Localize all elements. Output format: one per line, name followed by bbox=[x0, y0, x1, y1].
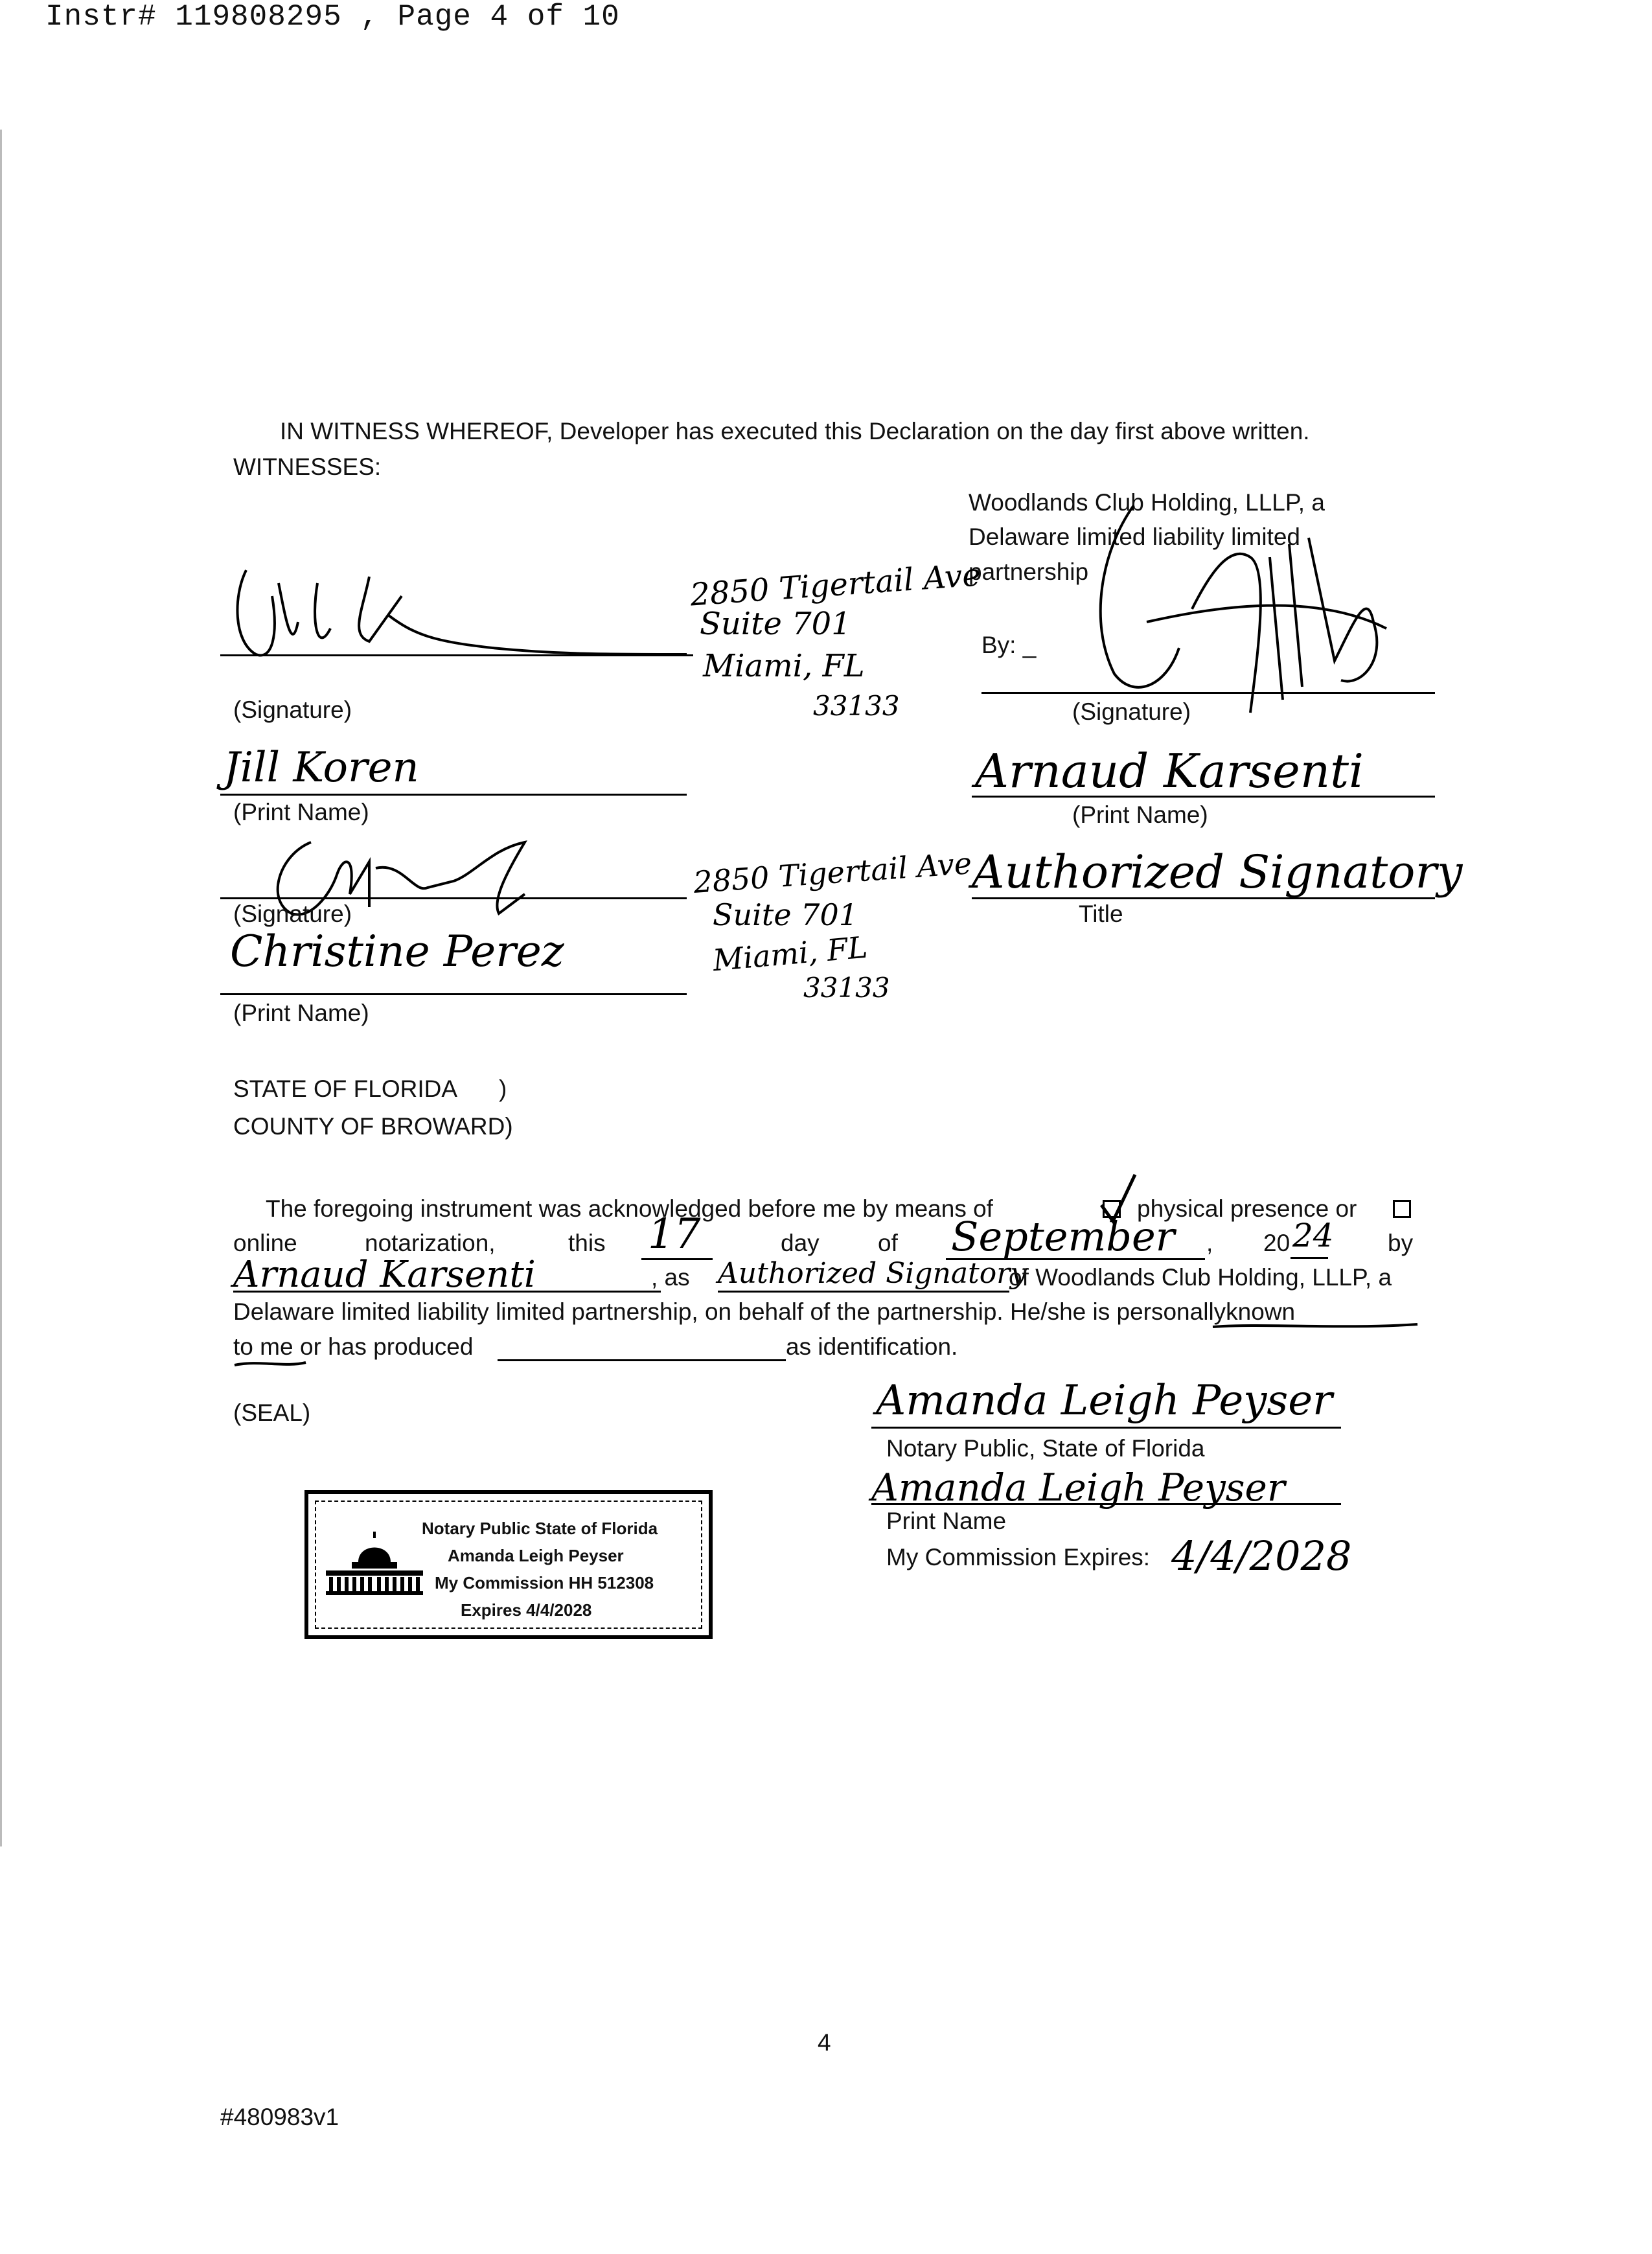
ack-comma: , bbox=[1206, 1230, 1213, 1256]
page-number: 4 bbox=[818, 2029, 831, 2056]
notary-print-name-line bbox=[871, 1503, 1341, 1505]
party-signature bbox=[1037, 492, 1399, 726]
witness1-signature-label: (Signature) bbox=[233, 696, 352, 723]
witness1-print-name-line bbox=[220, 794, 687, 796]
ack-day-line bbox=[641, 1258, 713, 1260]
witness1-address-line-3: Miami, FL bbox=[703, 648, 865, 684]
ack-day-value: 17 bbox=[648, 1210, 701, 1258]
scan-edge bbox=[0, 130, 2, 1846]
ack-as-label: , as bbox=[651, 1264, 690, 1291]
ack-line-3-tail: of Woodlands Club Holding, LLLP, a bbox=[1009, 1264, 1392, 1291]
witness1-print-name-label: (Print Name) bbox=[233, 799, 369, 825]
stamp-line-4: Expires 4/4/2028 bbox=[461, 1600, 592, 1620]
ack-identification-line bbox=[498, 1359, 786, 1361]
ack-line-5c: as identification. bbox=[786, 1333, 958, 1360]
party-signature-line bbox=[981, 692, 1435, 694]
by-label: By: _ bbox=[981, 632, 1037, 658]
ack-line-5b: or has produced bbox=[300, 1333, 474, 1360]
ack-year-value: 24 bbox=[1292, 1217, 1334, 1254]
ack-line-5a: to me bbox=[233, 1333, 293, 1360]
witness2-address-line-2: Suite 701 bbox=[713, 897, 858, 932]
witness2-signature-label: (Signature) bbox=[233, 901, 352, 927]
ack-capacity-line bbox=[718, 1291, 1009, 1293]
ack-notarization: notarization, bbox=[365, 1230, 496, 1256]
witness1-signature bbox=[220, 557, 700, 667]
ack-line-1b: physical presence or bbox=[1137, 1195, 1357, 1222]
notary-signature-line bbox=[871, 1427, 1341, 1429]
ack-name-line bbox=[233, 1291, 661, 1293]
notary-commission-label: My Commission Expires: bbox=[886, 1544, 1151, 1570]
online-notarization-checkbox[interactable] bbox=[1393, 1200, 1411, 1218]
venue-state: STATE OF FLORIDA bbox=[233, 1075, 458, 1102]
witness1-print-name: Jill Koren bbox=[224, 744, 419, 792]
witness2-address-line-3: Miami, FL bbox=[711, 929, 869, 978]
witness2-signature-line bbox=[220, 897, 687, 899]
party-title-value: Authorized Signatory bbox=[972, 845, 1463, 899]
witness2-print-name: Christine Perez bbox=[230, 926, 564, 976]
notary-print-name-label: Print Name bbox=[886, 1508, 1007, 1534]
ack-line-4: Delaware limited liability limited partnership, on behalf of the partnership. He/she is personallyknown bbox=[233, 1298, 1296, 1325]
venue-state-paren: ) bbox=[499, 1075, 507, 1102]
witness2-address-line-4: 33133 bbox=[803, 972, 890, 1004]
notary-commission-value: 4/4/2028 bbox=[1171, 1532, 1352, 1580]
ack-online: online bbox=[233, 1230, 297, 1256]
stamp-line-3: My Commission HH 512308 bbox=[435, 1573, 654, 1593]
ack-line-1a: The foregoing instrument was acknowledged before me by means of bbox=[266, 1195, 993, 1222]
party-title-line bbox=[972, 897, 1435, 899]
ack-of: of bbox=[878, 1230, 898, 1256]
instrument-header: Instr# 119808295 , Page 4 of 10 bbox=[45, 0, 620, 34]
witness1-signature-line bbox=[220, 654, 693, 656]
ack-month-value: September bbox=[951, 1213, 1175, 1260]
witness2-print-name-line bbox=[220, 993, 687, 995]
capitol-icon bbox=[323, 1526, 426, 1598]
document-id: #480983v1 bbox=[220, 2104, 339, 2130]
notary-signature: Amanda Leigh Peyser bbox=[876, 1377, 1333, 1425]
witness1-address-line-4: 33133 bbox=[813, 690, 900, 722]
party-name-line-1: Woodlands Club Holding, LLLP, a bbox=[969, 489, 1325, 516]
ack-year-line bbox=[1291, 1257, 1328, 1259]
notary-stamp bbox=[304, 1490, 713, 1639]
to-me-underline bbox=[233, 1357, 308, 1370]
party-title-label: Title bbox=[1079, 901, 1123, 927]
venue-county: COUNTY OF BROWARD) bbox=[233, 1113, 513, 1140]
party-print-name-label: (Print Name) bbox=[1072, 801, 1208, 828]
witnesses-label: WITNESSES: bbox=[233, 454, 382, 480]
notary-print-name-value: Amanda Leigh Peyser bbox=[871, 1466, 1285, 1510]
ack-by: by bbox=[1388, 1230, 1414, 1256]
seal-label: (SEAL) bbox=[233, 1399, 311, 1426]
ack-day: day bbox=[781, 1230, 820, 1256]
party-print-name-line bbox=[972, 796, 1435, 798]
witness2-print-name-label: (Print Name) bbox=[233, 1000, 369, 1026]
ack-year-prefix: 20 bbox=[1263, 1230, 1291, 1256]
ack-name-value: Arnaud Karsenti bbox=[233, 1254, 536, 1296]
party-name-line-2: Delaware limited liability limited bbox=[969, 523, 1301, 550]
party-print-name: Arnaud Karsenti bbox=[975, 744, 1364, 798]
witness-intro: IN WITNESS WHEREOF, Developer has executed this Declaration on the day first above written. bbox=[280, 418, 1310, 444]
party-name-line-3: partnership bbox=[969, 558, 1089, 585]
stamp-line-2: Amanda Leigh Peyser bbox=[448, 1546, 624, 1565]
personally-known-underline bbox=[1211, 1320, 1419, 1333]
ack-capacity-value: Authorized Signatory bbox=[718, 1257, 1027, 1290]
witness2-address-line-1: 2850 Tigertail Ave bbox=[692, 845, 973, 900]
party-signature-label: (Signature) bbox=[1072, 698, 1191, 725]
stamp-line-1: Notary Public State of Florida bbox=[422, 1519, 658, 1538]
witness1-address-line-1: 2850 Tigertail Ave bbox=[689, 557, 982, 614]
ack-this: this bbox=[568, 1230, 606, 1256]
witness1-address-line-2: Suite 701 bbox=[700, 606, 851, 642]
notary-title: Notary Public, State of Florida bbox=[886, 1435, 1205, 1462]
